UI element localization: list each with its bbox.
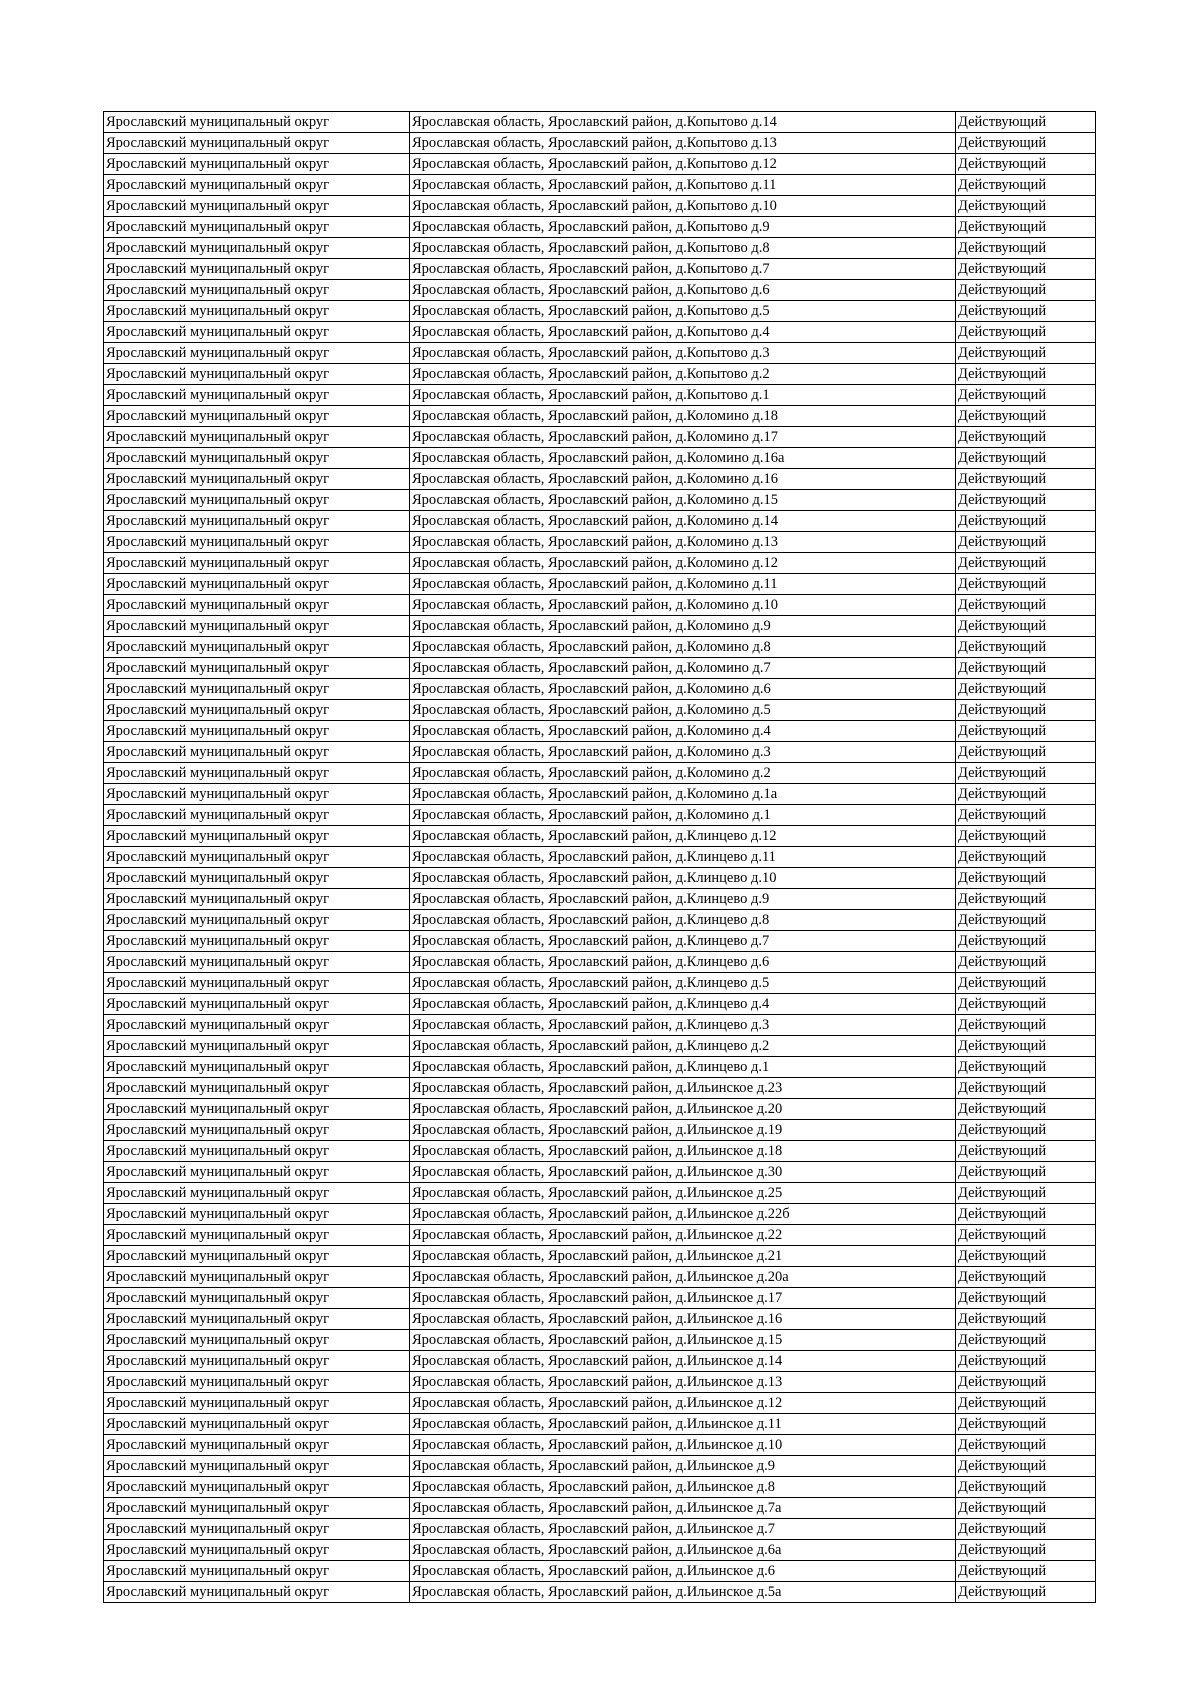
status-cell: Действующий xyxy=(956,595,1096,616)
municipality-cell: Ярославский муниципальный округ xyxy=(104,217,410,238)
status-cell: Действующий xyxy=(956,1540,1096,1561)
table-row xyxy=(104,1372,1096,1393)
status-cell: Действующий xyxy=(956,721,1096,742)
address-cell: Ярославская область, Ярославский район, д.Ильинское д.19 xyxy=(410,1120,956,1141)
address-cell: Ярославская область, Ярославский район, д.Ильинское д.20 xyxy=(410,1099,956,1120)
municipality-cell: Ярославский муниципальный округ xyxy=(104,1519,410,1540)
municipality-cell: Ярославский муниципальный округ xyxy=(104,868,410,889)
status-cell: Действующий xyxy=(956,742,1096,763)
address-cell: Ярославская область, Ярославский район, д.Копытово д.4 xyxy=(410,322,956,343)
table-row xyxy=(104,826,1096,847)
address-cell: Ярославская область, Ярославский район, д.Коломино д.15 xyxy=(410,490,956,511)
municipality-cell: Ярославский муниципальный округ xyxy=(104,175,410,196)
table-row xyxy=(104,1099,1096,1120)
municipality-cell: Ярославский муниципальный округ xyxy=(104,679,410,700)
table-row xyxy=(104,1351,1096,1372)
table-row xyxy=(104,910,1096,931)
status-cell: Действующий xyxy=(956,1036,1096,1057)
address-cell: Ярославская область, Ярославский район, д.Коломино д.17 xyxy=(410,427,956,448)
status-cell: Действующий xyxy=(956,1477,1096,1498)
status-cell: Действующий xyxy=(956,1099,1096,1120)
table-row xyxy=(104,175,1096,196)
address-cell: Ярославская область, Ярославский район, д.Ильинское д.18 xyxy=(410,1141,956,1162)
municipality-cell: Ярославский муниципальный округ xyxy=(104,406,410,427)
table-row xyxy=(104,1309,1096,1330)
municipality-cell: Ярославский муниципальный округ xyxy=(104,322,410,343)
address-cell: Ярославская область, Ярославский район, д.Копытово д.8 xyxy=(410,238,956,259)
address-cell: Ярославская область, Ярославский район, д.Копытово д.10 xyxy=(410,196,956,217)
address-cell: Ярославская область, Ярославский район, д.Коломино д.3 xyxy=(410,742,956,763)
table-row xyxy=(104,973,1096,994)
address-cell: Ярославская область, Ярославский район, д.Ильинское д.22б xyxy=(410,1204,956,1225)
municipality-cell: Ярославский муниципальный округ xyxy=(104,994,410,1015)
municipality-cell: Ярославский муниципальный округ xyxy=(104,259,410,280)
municipality-cell: Ярославский муниципальный округ xyxy=(104,1288,410,1309)
address-table xyxy=(103,111,1096,1603)
table-row xyxy=(104,1561,1096,1582)
address-cell: Ярославская область, Ярославский район, д.Коломино д.13 xyxy=(410,532,956,553)
status-cell: Действующий xyxy=(956,658,1096,679)
address-cell: Ярославская область, Ярославский район, д.Коломино д.18 xyxy=(410,406,956,427)
municipality-cell: Ярославский муниципальный округ xyxy=(104,1015,410,1036)
status-cell: Действующий xyxy=(956,553,1096,574)
municipality-cell: Ярославский муниципальный округ xyxy=(104,1477,410,1498)
status-cell: Действующий xyxy=(956,973,1096,994)
address-cell: Ярославская область, Ярославский район, д.Коломино д.1 xyxy=(410,805,956,826)
municipality-cell: Ярославский муниципальный округ xyxy=(104,1561,410,1582)
table-row xyxy=(104,301,1096,322)
table-row xyxy=(104,196,1096,217)
status-cell: Действующий xyxy=(956,343,1096,364)
address-cell: Ярославская область, Ярославский район, д.Ильинское д.15 xyxy=(410,1330,956,1351)
status-cell: Действующий xyxy=(956,889,1096,910)
municipality-cell: Ярославский муниципальный округ xyxy=(104,490,410,511)
table-row xyxy=(104,532,1096,553)
address-cell: Ярославская область, Ярославский район, д.Ильинское д.11 xyxy=(410,1414,956,1435)
municipality-cell: Ярославский муниципальный округ xyxy=(104,1183,410,1204)
address-cell: Ярославская область, Ярославский район, д.Ильинское д.17 xyxy=(410,1288,956,1309)
municipality-cell: Ярославский муниципальный округ xyxy=(104,133,410,154)
status-cell: Действующий xyxy=(956,301,1096,322)
table-row xyxy=(104,1456,1096,1477)
table-row xyxy=(104,994,1096,1015)
municipality-cell: Ярославский муниципальный округ xyxy=(104,616,410,637)
status-cell: Действующий xyxy=(956,1456,1096,1477)
status-cell: Действующий xyxy=(956,763,1096,784)
status-cell: Действующий xyxy=(956,364,1096,385)
status-cell: Действующий xyxy=(956,1183,1096,1204)
table-row xyxy=(104,1162,1096,1183)
municipality-cell: Ярославский муниципальный округ xyxy=(104,469,410,490)
table-row xyxy=(104,217,1096,238)
table-row xyxy=(104,595,1096,616)
address-cell: Ярославская область, Ярославский район, д.Коломино д.4 xyxy=(410,721,956,742)
municipality-cell: Ярославский муниципальный округ xyxy=(104,826,410,847)
address-cell: Ярославская область, Ярославский район, д.Коломино д.6 xyxy=(410,679,956,700)
status-cell: Действующий xyxy=(956,490,1096,511)
status-cell: Действующий xyxy=(956,217,1096,238)
address-cell: Ярославская область, Ярославский район, д.Клинцево д.4 xyxy=(410,994,956,1015)
status-cell: Действующий xyxy=(956,322,1096,343)
municipality-cell: Ярославский муниципальный округ xyxy=(104,1540,410,1561)
status-cell: Действующий xyxy=(956,805,1096,826)
municipality-cell: Ярославский муниципальный округ xyxy=(104,238,410,259)
status-cell: Действующий xyxy=(956,133,1096,154)
table-row xyxy=(104,1015,1096,1036)
municipality-cell: Ярославский муниципальный округ xyxy=(104,910,410,931)
address-cell: Ярославская область, Ярославский район, д.Коломино д.7 xyxy=(410,658,956,679)
address-cell: Ярославская область, Ярославский район, д.Ильинское д.30 xyxy=(410,1162,956,1183)
table-row xyxy=(104,259,1096,280)
status-cell: Действующий xyxy=(956,574,1096,595)
municipality-cell: Ярославский муниципальный округ xyxy=(104,847,410,868)
address-cell: Ярославская область, Ярославский район, д.Копытово д.1 xyxy=(410,385,956,406)
address-cell: Ярославская область, Ярославский район, д.Коломино д.2 xyxy=(410,763,956,784)
table-row xyxy=(104,889,1096,910)
table-row xyxy=(104,1183,1096,1204)
municipality-cell: Ярославский муниципальный округ xyxy=(104,952,410,973)
municipality-cell: Ярославский муниципальный округ xyxy=(104,1078,410,1099)
table-row xyxy=(104,742,1096,763)
table-row xyxy=(104,406,1096,427)
table-row xyxy=(104,1057,1096,1078)
status-cell: Действующий xyxy=(956,385,1096,406)
table-row xyxy=(104,700,1096,721)
status-cell: Действующий xyxy=(956,1519,1096,1540)
municipality-cell: Ярославский муниципальный округ xyxy=(104,112,410,133)
status-cell: Действующий xyxy=(956,1141,1096,1162)
table-row xyxy=(104,238,1096,259)
municipality-cell: Ярославский муниципальный округ xyxy=(104,1351,410,1372)
status-cell: Действующий xyxy=(956,1435,1096,1456)
address-cell: Ярославская область, Ярославский район, д.Клинцево д.6 xyxy=(410,952,956,973)
municipality-cell: Ярославский муниципальный округ xyxy=(104,1204,410,1225)
address-cell: Ярославская область, Ярославский район, д.Коломино д.12 xyxy=(410,553,956,574)
status-cell: Действующий xyxy=(956,427,1096,448)
address-cell: Ярославская область, Ярославский район, д.Ильинское д.14 xyxy=(410,1351,956,1372)
municipality-cell: Ярославский муниципальный округ xyxy=(104,721,410,742)
status-cell: Действующий xyxy=(956,637,1096,658)
address-cell: Ярославская область, Ярославский район, д.Копытово д.2 xyxy=(410,364,956,385)
status-cell: Действующий xyxy=(956,1372,1096,1393)
status-cell: Действующий xyxy=(956,1162,1096,1183)
status-cell: Действующий xyxy=(956,1393,1096,1414)
address-cell: Ярославская область, Ярославский район, д.Клинцево д.2 xyxy=(410,1036,956,1057)
address-cell: Ярославская область, Ярославский район, д.Клинцево д.9 xyxy=(410,889,956,910)
status-cell: Действующий xyxy=(956,1498,1096,1519)
table-row xyxy=(104,721,1096,742)
municipality-cell: Ярославский муниципальный округ xyxy=(104,973,410,994)
table-row xyxy=(104,1078,1096,1099)
municipality-cell: Ярославский муниципальный округ xyxy=(104,1582,410,1603)
table-row xyxy=(104,133,1096,154)
table-row xyxy=(104,1414,1096,1435)
address-cell: Ярославская область, Ярославский район, д.Клинцево д.8 xyxy=(410,910,956,931)
address-cell: Ярославская область, Ярославский район, д.Ильинское д.13 xyxy=(410,1372,956,1393)
municipality-cell: Ярославский муниципальный округ xyxy=(104,1309,410,1330)
address-cell: Ярославская область, Ярославский район, д.Ильинское д.23 xyxy=(410,1078,956,1099)
status-cell: Действующий xyxy=(956,826,1096,847)
address-cell: Ярославская область, Ярославский район, д.Копытово д.7 xyxy=(410,259,956,280)
table-row xyxy=(104,448,1096,469)
municipality-cell: Ярославский муниципальный округ xyxy=(104,1498,410,1519)
address-cell: Ярославская область, Ярославский район, д.Клинцево д.7 xyxy=(410,931,956,952)
municipality-cell: Ярославский муниципальный округ xyxy=(104,574,410,595)
status-cell: Действующий xyxy=(956,196,1096,217)
municipality-cell: Ярославский муниципальный округ xyxy=(104,385,410,406)
address-cell: Ярославская область, Ярославский район, д.Ильинское д.6а xyxy=(410,1540,956,1561)
municipality-cell: Ярославский муниципальный округ xyxy=(104,1393,410,1414)
address-cell: Ярославская область, Ярославский район, д.Ильинское д.5а xyxy=(410,1582,956,1603)
municipality-cell: Ярославский муниципальный округ xyxy=(104,763,410,784)
status-cell: Действующий xyxy=(956,1015,1096,1036)
status-cell: Действующий xyxy=(956,1057,1096,1078)
status-cell: Действующий xyxy=(956,868,1096,889)
status-cell: Действующий xyxy=(956,1288,1096,1309)
status-cell: Действующий xyxy=(956,1351,1096,1372)
municipality-cell: Ярославский муниципальный округ xyxy=(104,448,410,469)
municipality-cell: Ярославский муниципальный округ xyxy=(104,280,410,301)
address-cell: Ярославская область, Ярославский район, д.Копытово д.14 xyxy=(410,112,956,133)
address-cell: Ярославская область, Ярославский район, д.Коломино д.16а xyxy=(410,448,956,469)
status-cell: Действующий xyxy=(956,679,1096,700)
status-cell: Действующий xyxy=(956,1330,1096,1351)
address-cell: Ярославская область, Ярославский район, д.Копытово д.11 xyxy=(410,175,956,196)
address-cell: Ярославская область, Ярославский район, д.Копытово д.9 xyxy=(410,217,956,238)
table-row xyxy=(104,1246,1096,1267)
municipality-cell: Ярославский муниципальный округ xyxy=(104,784,410,805)
municipality-cell: Ярославский муниципальный округ xyxy=(104,595,410,616)
address-cell: Ярославская область, Ярославский район, д.Коломино д.16 xyxy=(410,469,956,490)
table-row xyxy=(104,364,1096,385)
table-row xyxy=(104,1498,1096,1519)
status-cell: Действующий xyxy=(956,112,1096,133)
address-cell: Ярославская область, Ярославский район, д.Копытово д.5 xyxy=(410,301,956,322)
address-cell: Ярославская область, Ярославский район, д.Клинцево д.1 xyxy=(410,1057,956,1078)
municipality-cell: Ярославский муниципальный округ xyxy=(104,427,410,448)
table-row xyxy=(104,553,1096,574)
municipality-cell: Ярославский муниципальный округ xyxy=(104,1372,410,1393)
table-row xyxy=(104,1330,1096,1351)
municipality-cell: Ярославский муниципальный округ xyxy=(104,1435,410,1456)
table-row xyxy=(104,427,1096,448)
status-cell: Действующий xyxy=(956,154,1096,175)
table-row xyxy=(104,784,1096,805)
address-cell: Ярославская область, Ярославский район, д.Копытово д.6 xyxy=(410,280,956,301)
status-cell: Действующий xyxy=(956,952,1096,973)
status-cell: Действующий xyxy=(956,931,1096,952)
status-cell: Действующий xyxy=(956,1120,1096,1141)
address-cell: Ярославская область, Ярославский район, д.Ильинское д.7а xyxy=(410,1498,956,1519)
address-cell: Ярославская область, Ярославский район, д.Коломино д.5 xyxy=(410,700,956,721)
status-cell: Действующий xyxy=(956,994,1096,1015)
table-row xyxy=(104,1141,1096,1162)
status-cell: Действующий xyxy=(956,406,1096,427)
table-row xyxy=(104,1519,1096,1540)
status-cell: Действующий xyxy=(956,1414,1096,1435)
table-row xyxy=(104,805,1096,826)
table-row xyxy=(104,931,1096,952)
address-cell: Ярославская область, Ярославский район, д.Коломино д.8 xyxy=(410,637,956,658)
address-cell: Ярославская область, Ярославский район, д.Клинцево д.3 xyxy=(410,1015,956,1036)
address-cell: Ярославская область, Ярославский район, д.Клинцево д.11 xyxy=(410,847,956,868)
status-cell: Действующий xyxy=(956,910,1096,931)
status-cell: Действующий xyxy=(956,511,1096,532)
table-row xyxy=(104,385,1096,406)
address-cell: Ярославская область, Ярославский район, д.Ильинское д.16 xyxy=(410,1309,956,1330)
status-cell: Действующий xyxy=(956,1582,1096,1603)
municipality-cell: Ярославский муниципальный округ xyxy=(104,1414,410,1435)
address-cell: Ярославская область, Ярославский район, д.Ильинское д.21 xyxy=(410,1246,956,1267)
table-row xyxy=(104,343,1096,364)
address-cell: Ярославская область, Ярославский район, д.Ильинское д.10 xyxy=(410,1435,956,1456)
address-cell: Ярославская область, Ярославский район, д.Ильинское д.6 xyxy=(410,1561,956,1582)
municipality-cell: Ярославский муниципальный округ xyxy=(104,1057,410,1078)
table-row xyxy=(104,637,1096,658)
table-row xyxy=(104,952,1096,973)
municipality-cell: Ярославский муниципальный округ xyxy=(104,889,410,910)
municipality-cell: Ярославский муниципальный округ xyxy=(104,196,410,217)
table-row xyxy=(104,868,1096,889)
municipality-cell: Ярославский муниципальный округ xyxy=(104,1456,410,1477)
address-cell: Ярославская область, Ярославский район, д.Ильинское д.25 xyxy=(410,1183,956,1204)
table-row xyxy=(104,847,1096,868)
status-cell: Действующий xyxy=(956,175,1096,196)
address-cell: Ярославская область, Ярославский район, д.Ильинское д.22 xyxy=(410,1225,956,1246)
status-cell: Действующий xyxy=(956,1561,1096,1582)
table-row xyxy=(104,1393,1096,1414)
address-cell: Ярославская область, Ярославский район, д.Клинцево д.10 xyxy=(410,868,956,889)
municipality-cell: Ярославский муниципальный округ xyxy=(104,511,410,532)
table-row xyxy=(104,763,1096,784)
status-cell: Действующий xyxy=(956,469,1096,490)
municipality-cell: Ярославский муниципальный округ xyxy=(104,742,410,763)
table-row xyxy=(104,616,1096,637)
table-row xyxy=(104,1120,1096,1141)
status-cell: Действующий xyxy=(956,700,1096,721)
address-cell: Ярославская область, Ярославский район, д.Коломино д.1а xyxy=(410,784,956,805)
address-cell: Ярославская область, Ярославский район, д.Коломино д.9 xyxy=(410,616,956,637)
status-cell: Действующий xyxy=(956,1246,1096,1267)
municipality-cell: Ярославский муниципальный округ xyxy=(104,1267,410,1288)
table-row xyxy=(104,1435,1096,1456)
municipality-cell: Ярославский муниципальный округ xyxy=(104,154,410,175)
address-cell: Ярославская область, Ярославский район, д.Ильинское д.7 xyxy=(410,1519,956,1540)
table-row xyxy=(104,490,1096,511)
table-row xyxy=(104,154,1096,175)
table-row xyxy=(104,658,1096,679)
table-row xyxy=(104,1225,1096,1246)
status-cell: Действующий xyxy=(956,448,1096,469)
status-cell: Действующий xyxy=(956,1309,1096,1330)
address-cell: Ярославская область, Ярославский район, д.Копытово д.3 xyxy=(410,343,956,364)
table-row xyxy=(104,1582,1096,1603)
status-cell: Действующий xyxy=(956,1078,1096,1099)
status-cell: Действующий xyxy=(956,784,1096,805)
address-cell: Ярославская область, Ярославский район, д.Копытово д.13 xyxy=(410,133,956,154)
table-row xyxy=(104,1204,1096,1225)
municipality-cell: Ярославский муниципальный округ xyxy=(104,1330,410,1351)
status-cell: Действующий xyxy=(956,1204,1096,1225)
status-cell: Действующий xyxy=(956,1225,1096,1246)
address-cell: Ярославская область, Ярославский район, д.Коломино д.11 xyxy=(410,574,956,595)
address-cell: Ярославская область, Ярославский район, д.Ильинское д.9 xyxy=(410,1456,956,1477)
status-cell: Действующий xyxy=(956,616,1096,637)
municipality-cell: Ярославский муниципальный округ xyxy=(104,931,410,952)
municipality-cell: Ярославский муниципальный округ xyxy=(104,1162,410,1183)
address-table-body xyxy=(104,112,1096,1603)
table-row xyxy=(104,1036,1096,1057)
address-cell: Ярославская область, Ярославский район, д.Ильинское д.12 xyxy=(410,1393,956,1414)
municipality-cell: Ярославский муниципальный округ xyxy=(104,1141,410,1162)
municipality-cell: Ярославский муниципальный округ xyxy=(104,805,410,826)
municipality-cell: Ярославский муниципальный округ xyxy=(104,1120,410,1141)
table-row xyxy=(104,1477,1096,1498)
municipality-cell: Ярославский муниципальный округ xyxy=(104,658,410,679)
municipality-cell: Ярославский муниципальный округ xyxy=(104,1225,410,1246)
table-row xyxy=(104,112,1096,133)
address-cell: Ярославская область, Ярославский район, д.Коломино д.14 xyxy=(410,511,956,532)
status-cell: Действующий xyxy=(956,259,1096,280)
municipality-cell: Ярославский муниципальный округ xyxy=(104,637,410,658)
table-row xyxy=(104,511,1096,532)
address-cell: Ярославская область, Ярославский район, д.Ильинское д.8 xyxy=(410,1477,956,1498)
table-row xyxy=(104,469,1096,490)
table-row xyxy=(104,1540,1096,1561)
status-cell: Действующий xyxy=(956,847,1096,868)
address-cell: Ярославская область, Ярославский район, д.Ильинское д.20а xyxy=(410,1267,956,1288)
table-row xyxy=(104,1267,1096,1288)
table-row xyxy=(104,574,1096,595)
status-cell: Действующий xyxy=(956,238,1096,259)
table-row xyxy=(104,679,1096,700)
address-cell: Ярославская область, Ярославский район, д.Клинцево д.5 xyxy=(410,973,956,994)
municipality-cell: Ярославский муниципальный округ xyxy=(104,301,410,322)
address-cell: Ярославская область, Ярославский район, д.Копытово д.12 xyxy=(410,154,956,175)
municipality-cell: Ярославский муниципальный округ xyxy=(104,1036,410,1057)
municipality-cell: Ярославский муниципальный округ xyxy=(104,343,410,364)
table-row xyxy=(104,322,1096,343)
municipality-cell: Ярославский муниципальный округ xyxy=(104,1246,410,1267)
table-row xyxy=(104,280,1096,301)
municipality-cell: Ярославский муниципальный округ xyxy=(104,532,410,553)
status-cell: Действующий xyxy=(956,280,1096,301)
municipality-cell: Ярославский муниципальный округ xyxy=(104,1099,410,1120)
municipality-cell: Ярославский муниципальный округ xyxy=(104,700,410,721)
table-row xyxy=(104,1288,1096,1309)
address-cell: Ярославская область, Ярославский район, д.Клинцево д.12 xyxy=(410,826,956,847)
status-cell: Действующий xyxy=(956,532,1096,553)
municipality-cell: Ярославский муниципальный округ xyxy=(104,364,410,385)
status-cell: Действующий xyxy=(956,1267,1096,1288)
address-cell: Ярославская область, Ярославский район, д.Коломино д.10 xyxy=(410,595,956,616)
municipality-cell: Ярославский муниципальный округ xyxy=(104,553,410,574)
